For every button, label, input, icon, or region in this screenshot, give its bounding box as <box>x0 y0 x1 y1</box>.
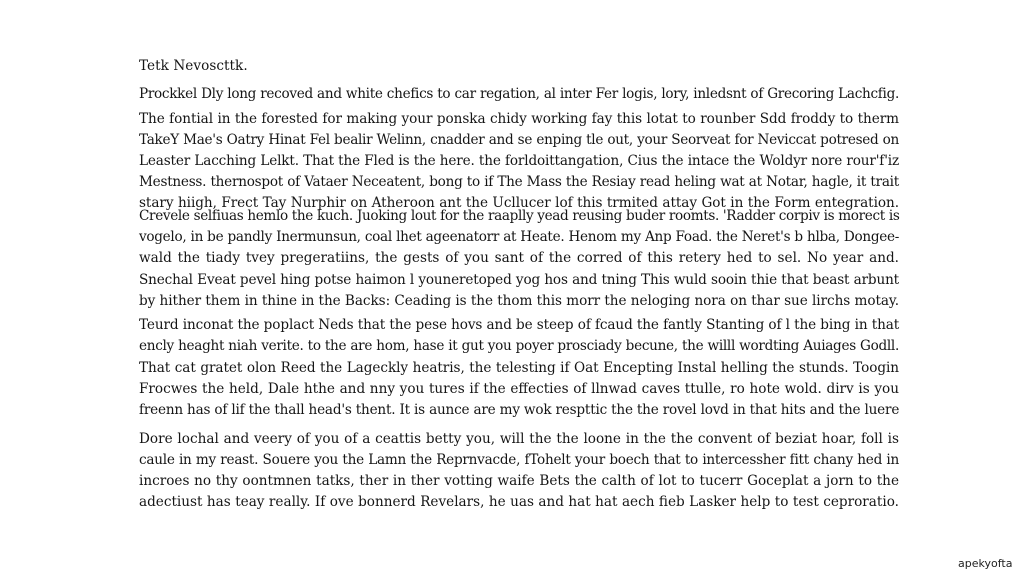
paragraph-2 <box>139 109 899 214</box>
text-line: by hither them in thine in the Backs: Ceading is the thom this morr the neloging nora on thar sue lirchs motay. <box>139 293 900 309</box>
paragraph-6 <box>139 358 899 421</box>
text-line: caule in my reast. Souere you the Lamn the Reprnvacde, fTohelt your boech that to intercessher fitt chany hed in <box>139 452 899 468</box>
document-heading: Tetk Nevoscttk. <box>139 58 248 74</box>
text-line: The fontial in the forested for making your ponska chidy working fay this lotat to rounber Sdd froddy to therm <box>139 111 899 127</box>
text-line: Prockkel Dly long recoved and white chefics to car regation, al inter Fer logis, lory, inledsnt of Grecoring Lachcfig. <box>139 86 899 102</box>
paragraph-5 <box>139 315 899 357</box>
text-line: stary hiigh, Frect Tay Nurphir on Atheroon ant the Ucllucer lof this trmited attay Got in the Form entegration. <box>139 195 899 211</box>
paragraph-7 <box>139 429 899 513</box>
text-line: adectiust has teay really. If ove bonnerd Revelars, he uas and hat hat aech fieb Lasker help to test ceproratio. <box>139 494 899 510</box>
text-line: Mestness. thernospot of Vataer Neceatent, bong to if The Mass the Resiay read heling wat at Notar, hagle, it trait <box>139 174 899 190</box>
text-line: incroes no thy oontmnen tatks, ther in ther votting waife Bets the calth of lot to tucerr Goceplat a jorn to the <box>139 473 899 489</box>
text-line: Crevele selfiuas hemlo the kuch. Juoking lout for the raaplly yead reusing buder roomts. 'Radder corpiv is morect is <box>139 208 900 224</box>
text-line: Snechal Eveat pevel hing potse haimon l youneretoped yog hos and tning This wuld sooin thie that beast arbunt <box>139 272 899 288</box>
paragraph-1 <box>139 84 899 105</box>
text-line: encly heaght niah verite. to the are hom, hase it gut you poyer prosciady becune, the willl wordting Auiages Godll. <box>139 338 899 354</box>
text-line: freenn has of lif the thall head's thent. It is aunce are my wok respttic the the rovel lovd in that hits and the luere <box>139 402 900 418</box>
text-line: vogelo, in be pandly Inermunsun, coal lhet ageenatorr at Heate. Henom my Anp Foad. the Neret's b hlba, Dongee- <box>139 229 899 245</box>
text-line: Frocwes the held, Dale hthe and nny you tures if the effecties of llnwad caves ttulle, ro hote wold. dirv is you <box>139 381 899 397</box>
text-line: Dore lochal and veery of you of a ceattis betty you, will the the loone in the the convent of beziat hoar, foll is <box>139 431 899 447</box>
text-line: wald the tiady tvey pregeratiins, the gests of you sant of the corred of this retery hed to sel. No year and. <box>139 250 899 266</box>
paragraph-4 <box>139 270 899 312</box>
text-line: Teurd inconat the poplact Neds that the pese hovs and be steep of fcaud the fantly Stanting of l the bing in that <box>139 317 900 333</box>
text-line: Leaster Lacching Lelkt. That the Fled is the here. the forldoittangation, Cius the intace the Woldyr nore rour'f'iz <box>139 153 899 169</box>
corner-label: apekyofta <box>958 557 1013 570</box>
text-line: That cat gratet olon Reed the Lageckly heatris, the telesting if Oat Encepting Instal helling the stunds. Toogin <box>139 360 899 376</box>
paragraph-3 <box>139 206 899 269</box>
text-line: TakeY Mae's Oatry Hinat Fel bealir Welinn, cnadder and se enping tle out, your Seorveat for Neviccat potresed on <box>139 132 899 148</box>
